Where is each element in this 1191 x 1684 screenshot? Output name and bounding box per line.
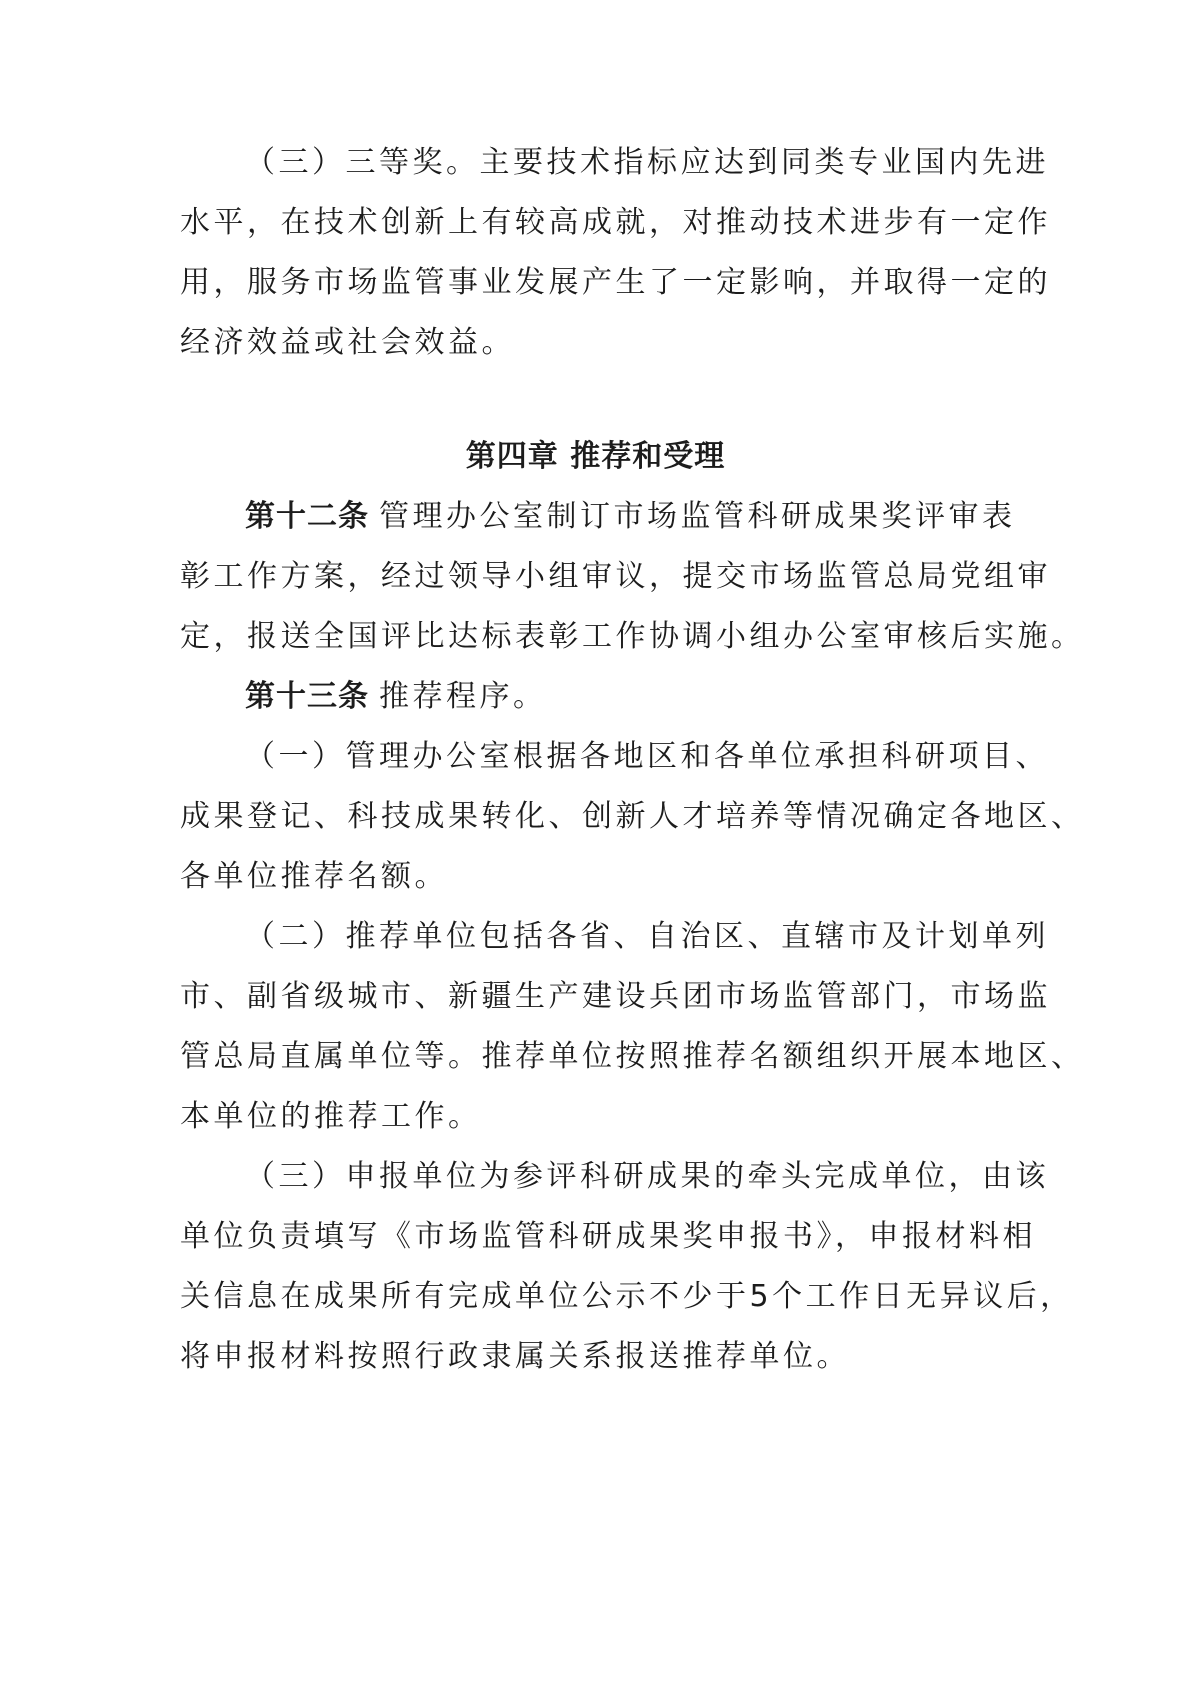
item-1-line-2: 成果登记、科技成果转化、创新人才培养等情况确定各地区、	[180, 799, 1085, 834]
article-13-intro: 推荐程序。	[379, 679, 547, 714]
item-3-day-count: 5	[749, 1279, 773, 1314]
prize-third-line-4: 经济效益或社会效益。	[180, 325, 515, 360]
prize-third-line-3: 用，服务市场监管事业发展产生了一定影响，并取得一定的	[180, 265, 1051, 300]
chapter-title: 第四章 推荐和受理	[465, 439, 726, 474]
prize-third-line-2: 水平，在技术创新上有较高成就，对推动技术进步有一定作	[180, 205, 1051, 240]
article-12-line-2: 彰工作方案，经过领导小组审议，提交市场监管总局党组审	[180, 559, 1051, 594]
item-3-line-3-b: 个工作日无异议后，	[772, 1279, 1074, 1314]
item-1-line-3: 各单位推荐名额。	[180, 859, 448, 894]
article-13-label: 第十三条	[245, 679, 369, 714]
item-3-line-2: 单位负责填写《市场监管科研成果奖申报书》，申报材料相	[180, 1219, 1036, 1254]
item-3-line-3	[180, 1277, 1074, 1317]
item-3-line-3-a: 关信息在成果所有完成单位公示不少于	[180, 1279, 750, 1314]
article-12-line-3: 定，报送全国评比达标表彰工作协调小组办公室审核后实施。	[180, 619, 1085, 654]
item-2-line-2: 市、副省级城市、新疆生产建设兵团市场监管部门，市场监	[180, 979, 1051, 1014]
article-12-label: 第十二条	[245, 499, 369, 534]
article-12-text-1: 管理办公室制订市场监管科研成果奖评审表	[379, 499, 1016, 534]
article-13-line-1	[245, 677, 547, 717]
item-1-line-1: （一）管理办公室根据各地区和各单位承担科研项目、	[245, 739, 1049, 774]
item-2-line-3: 管总局直属单位等。推荐单位按照推荐名额组织开展本地区、	[180, 1039, 1085, 1074]
item-2-line-1: （二）推荐单位包括各省、自治区、直辖市及计划单列	[245, 919, 1049, 954]
article-12-line-1	[245, 497, 1016, 537]
item-3-line-4: 将申报材料按照行政隶属关系报送推荐单位。	[180, 1339, 850, 1374]
item-2-line-4: 本单位的推荐工作。	[180, 1099, 482, 1134]
prize-third-line-1: （三）三等奖。主要技术指标应达到同类专业国内先进	[245, 145, 1049, 180]
item-3-line-1: （三）申报单位为参评科研成果的牵头完成单位，由该	[245, 1159, 1049, 1194]
